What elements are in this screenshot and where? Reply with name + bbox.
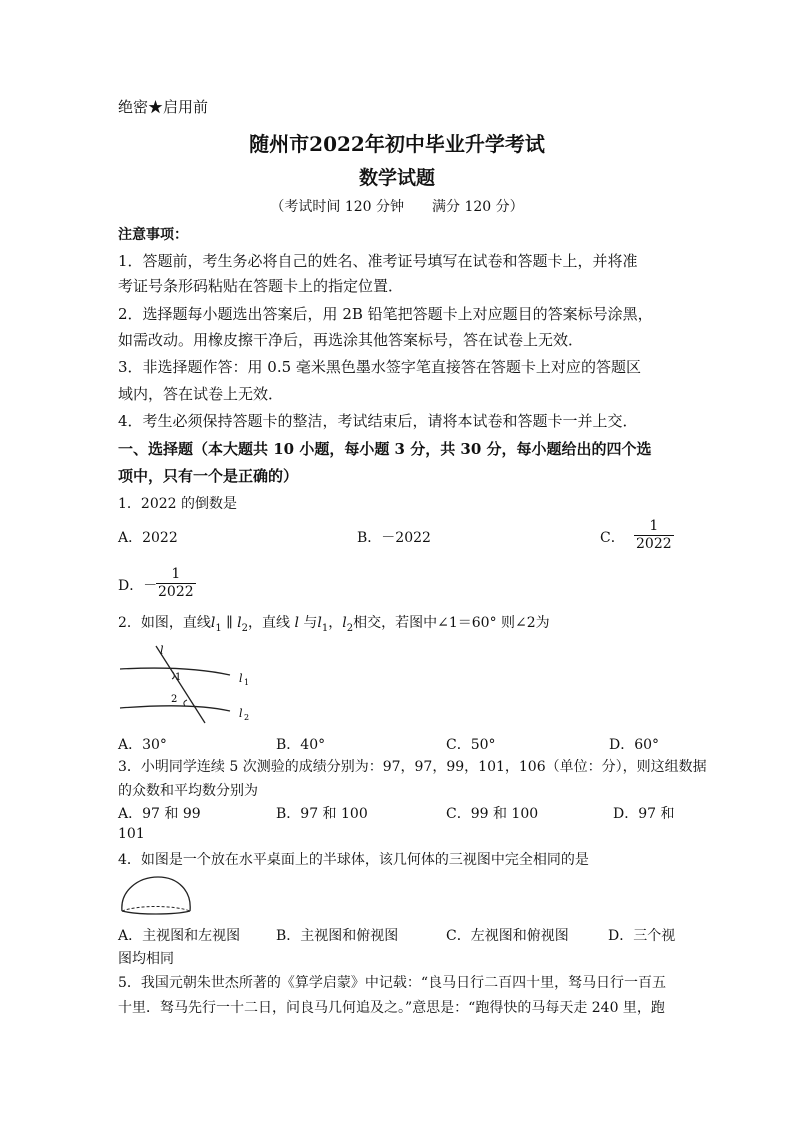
angle1-arc xyxy=(172,672,174,679)
note-line-3: 2．选择题每小题选出答案后，用 2B 铅笔把答题卡上对应题目的答案标号涂黑， xyxy=(118,305,653,323)
q1-option-a: A．2022 xyxy=(118,530,178,546)
q2-option-a: A．30° xyxy=(118,737,167,753)
q1-option-d-label: D．－ xyxy=(118,578,158,594)
q2-stem-part: 2．如图，直线 xyxy=(118,615,211,631)
note-line-2: 考证号条形码粘贴在答题卡上的指定位置． xyxy=(118,277,404,295)
line-l xyxy=(156,646,205,723)
q1-option-c-label: C． xyxy=(600,530,625,546)
label-l2-sub: 2 xyxy=(244,713,250,722)
section1-heading-line2: 项中，只有一个是正确的） xyxy=(118,467,299,485)
q3-option-a: A．97 和 99 xyxy=(118,806,201,822)
q2-stem-part: 相交，若图中∠1＝60° 则∠2为 xyxy=(353,615,550,631)
q3-option-b: B．97 和 100 xyxy=(276,806,368,822)
q4-option-c: C．左视图和俯视图 xyxy=(446,928,569,944)
label-angle-2: 2 xyxy=(171,694,178,705)
q5-stem-line2: 十里．驽马先行一十二日，问良马几何追及之。”意思是：“跑得快的马每天走 240 里，跑 xyxy=(118,1000,665,1016)
q3-option-d: D．97 和 xyxy=(613,806,675,822)
q3-stem-line1: 3．小明同学连续 5 次测验的成绩分别为：97，97，99，101，106（单位：分），则这组数据 xyxy=(118,759,707,775)
hemisphere-base-front xyxy=(122,911,190,914)
q4-hemisphere-figure xyxy=(118,873,196,918)
q2-stem-part: ，直线 xyxy=(248,615,295,631)
q1-d-denominator: 2022 xyxy=(158,584,194,600)
q2-option-c: C．50° xyxy=(446,737,496,753)
q1-option-c-fraction xyxy=(634,518,674,553)
note-line-5: 3．非选择题作答：用 0.5 毫米黑色墨水签字笔直接答在答题卡上对应的答题区 xyxy=(118,358,641,376)
q1-option-b: B．－2022 xyxy=(357,530,431,546)
q2-stem-part: ， xyxy=(328,615,343,631)
exam-subject: 数学试题 xyxy=(358,167,435,189)
q1-c-numerator: 1 xyxy=(649,518,659,534)
q3-option-c: C．99 和 100 xyxy=(446,806,539,822)
q2-option-d: D．60° xyxy=(609,737,660,753)
q2-parallel-lines-figure xyxy=(118,642,258,727)
label-l: l xyxy=(160,644,164,657)
q1-d-numerator: 1 xyxy=(171,566,181,582)
var-l: l xyxy=(294,615,299,631)
q4-option-a: A．主视图和左视图 xyxy=(118,928,241,944)
label-l2: l xyxy=(239,707,243,720)
q3-option-d-continued: 101 xyxy=(118,826,145,842)
q2-stem-part: 与 xyxy=(298,615,318,631)
var-l2-sub: 2 xyxy=(241,622,249,634)
angle2-arc xyxy=(184,700,187,706)
var-l1-sub: 1 xyxy=(215,622,222,634)
note-line-6: 域内，答在试卷上无效． xyxy=(118,385,284,403)
var-l1: l xyxy=(210,615,216,631)
hemisphere-dome xyxy=(122,877,190,911)
q4-option-d-continued: 图均相同 xyxy=(118,951,174,967)
note-line-4: 如需改动。用橡皮擦干净后，再选涂其他答案标号，答在试卷上无效． xyxy=(118,331,584,349)
q5-stem-line1: 5．我国元朝朱世杰所著的《算学启蒙》中记载：“良马日行二百四十里，驽马日行一百五 xyxy=(118,975,667,991)
q4-option-b: B．主视图和俯视图 xyxy=(276,928,399,944)
notes-heading: 注意事项： xyxy=(118,227,188,243)
var-l2-sub: 2 xyxy=(346,622,354,634)
q1-option-d-fraction xyxy=(156,566,196,601)
q4-option-d: D．三个视 xyxy=(608,928,676,944)
q3-stem-line2: 的众数和平均数分别为 xyxy=(118,783,258,799)
q1-c-denominator: 2022 xyxy=(636,536,672,552)
section1-heading-line1: 一、选择题（本大题共 10 小题，每小题 3 分，共 30 分，每小题给出的四个选 xyxy=(118,440,652,458)
confidential-mark: 绝密★启用前 xyxy=(118,98,209,116)
var-l1-sub: 1 xyxy=(321,622,329,634)
label-l1-sub: 1 xyxy=(244,678,250,687)
line-l2 xyxy=(120,706,230,711)
exam-title: 随州市2022年初中毕业升学考试 xyxy=(249,132,545,156)
q4-stem: 4．如图是一个放在水平桌面上的半球体，该几何体的三视图中完全相同的是 xyxy=(118,852,589,868)
note-line-7: 4．考生必须保持答题卡的整洁，考试结束后，请将本试卷和答题卡一并上交． xyxy=(118,412,638,430)
var-l1: l xyxy=(317,615,322,631)
label-angle-1: 1 xyxy=(175,672,182,683)
var-l2: l xyxy=(342,615,347,631)
note-line-1: 1．答题前，考生务必将自己的姓名、准考证号填写在试卷和答题卡上，并将准 xyxy=(118,252,638,270)
q2-option-b: B．40° xyxy=(276,737,326,753)
hemisphere-base-back xyxy=(122,907,190,912)
q2-stem xyxy=(118,612,550,634)
label-l1: l xyxy=(239,672,243,685)
var-l2: l xyxy=(237,615,242,631)
parallel-symbol: ∥ xyxy=(221,615,238,631)
q1-stem: 1．2022 的倒数是 xyxy=(118,496,237,512)
exam-time-info: （考试时间 120 分钟 满分 120 分） xyxy=(270,199,524,215)
